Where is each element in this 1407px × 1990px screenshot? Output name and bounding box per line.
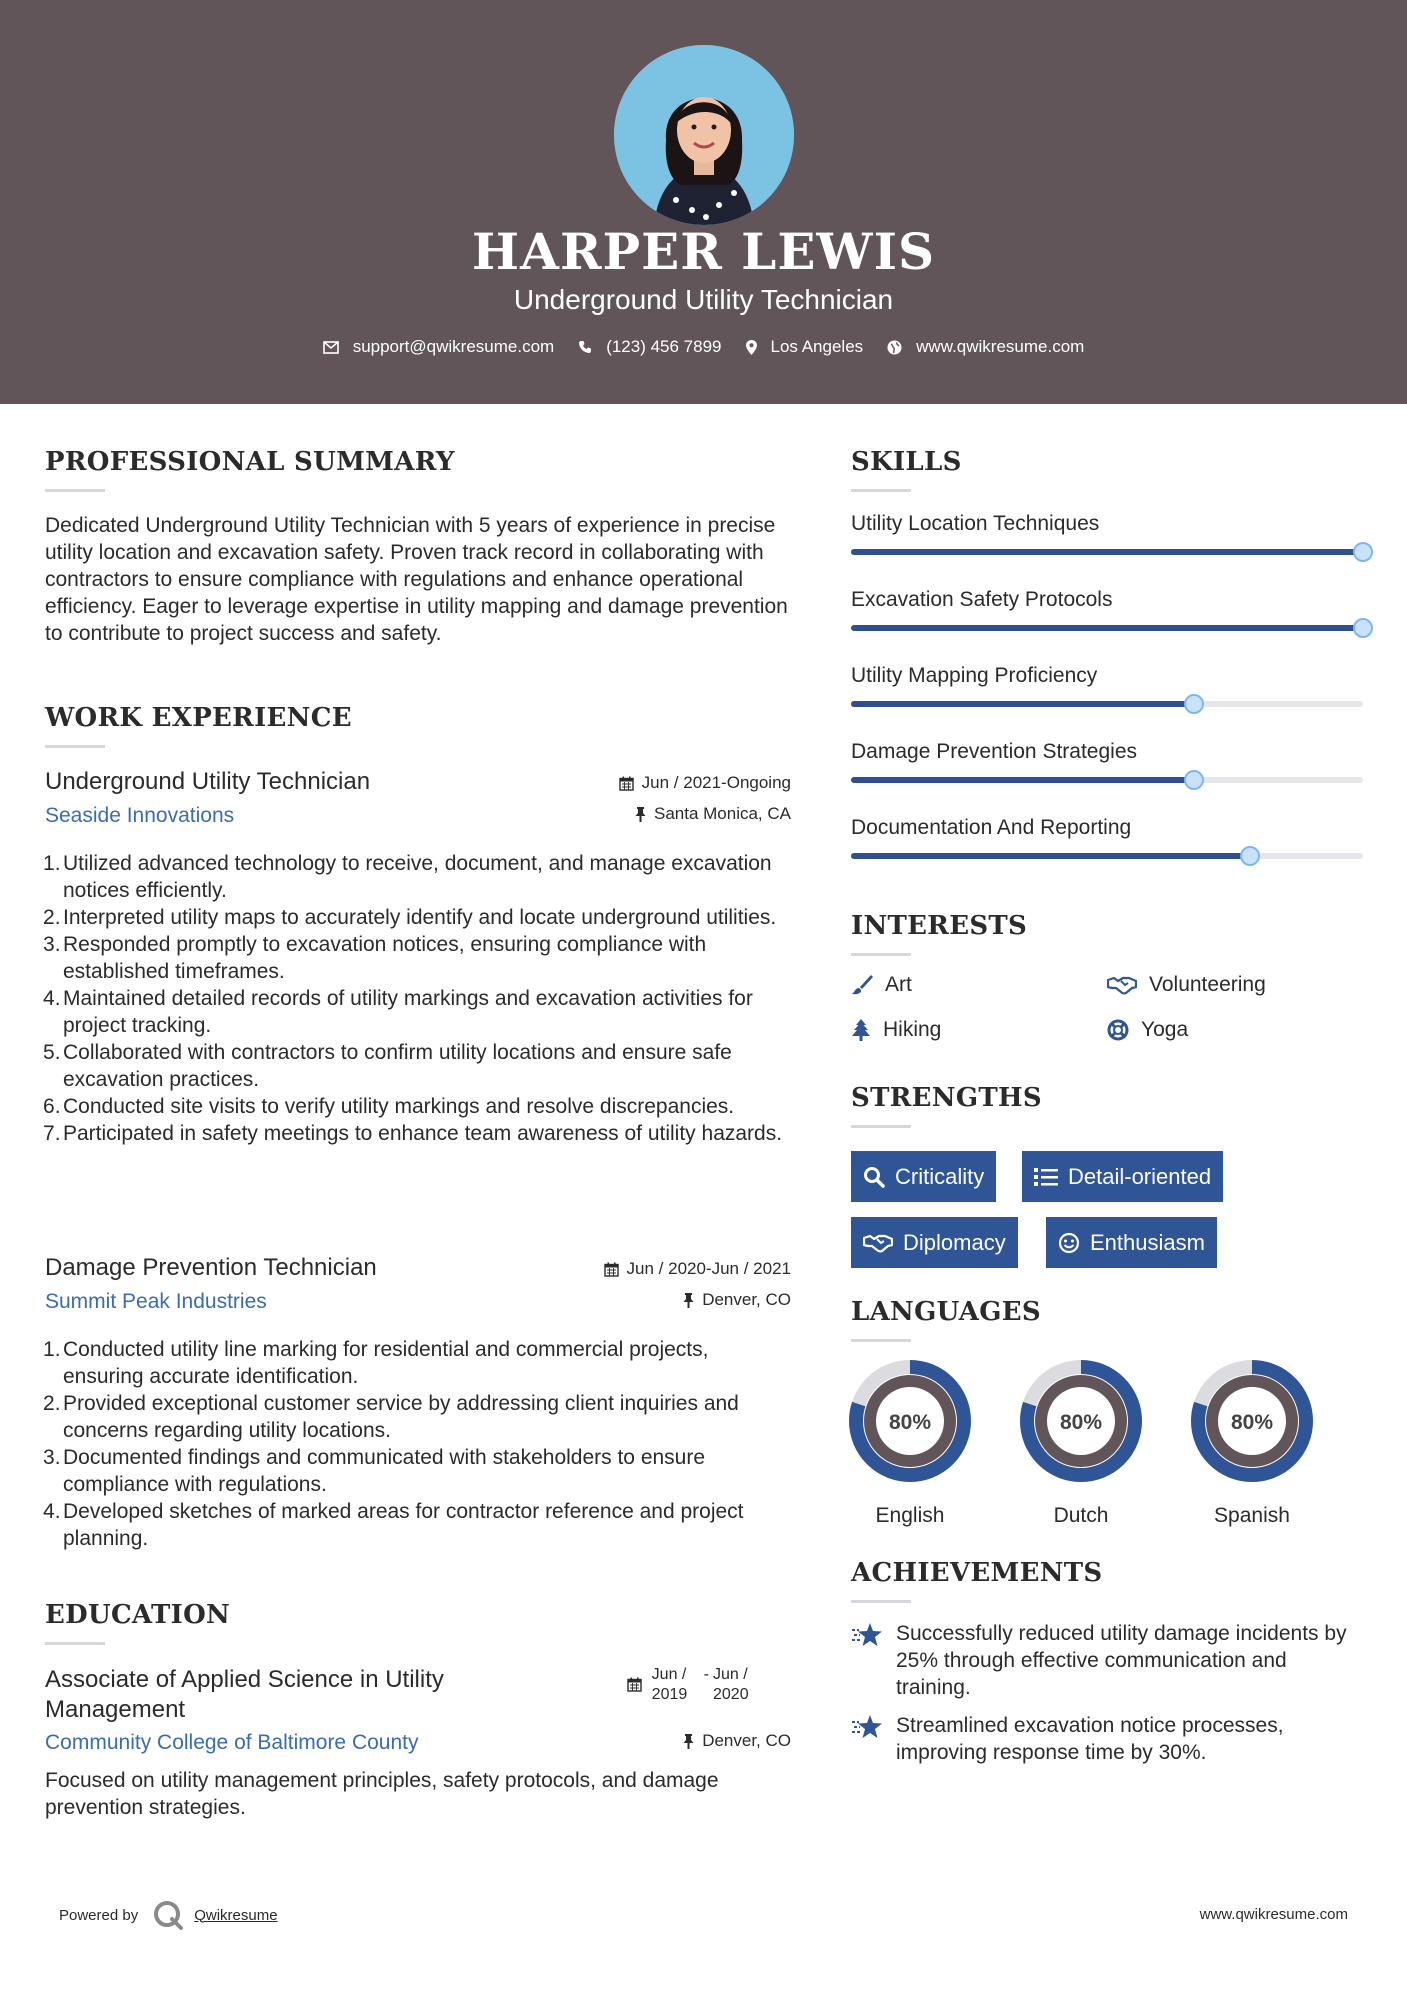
skill-bar-fill xyxy=(851,625,1363,631)
handshake-icon xyxy=(863,1233,893,1253)
job-header xyxy=(45,768,791,838)
star-badge-icon xyxy=(851,1622,884,1648)
interests-title: INTERESTS xyxy=(851,911,1028,941)
summary-title: PROFESSIONAL SUMMARY xyxy=(45,447,455,477)
handshake-icon xyxy=(1107,975,1137,995)
job-date xyxy=(619,773,791,793)
skill-bar-fill xyxy=(851,549,1363,555)
language-ring xyxy=(1019,1359,1143,1483)
location-text: Los Angeles xyxy=(770,337,864,356)
job-location xyxy=(683,1290,791,1310)
skill-label: Utility Location Techniques xyxy=(851,512,1100,535)
footer-powered-by xyxy=(59,1899,278,1931)
education-title: EDUCATION xyxy=(45,1600,231,1630)
skill-bar-fill xyxy=(851,777,1194,783)
list-item: Maintained detailed records of utility markings and excavation activities for project tracking. xyxy=(63,987,753,1037)
skill-item xyxy=(851,512,1367,588)
education-start: Jun / 2019 xyxy=(651,1666,688,1703)
strength-chip xyxy=(1046,1217,1217,1268)
interest-label: Yoga xyxy=(1141,1018,1189,1041)
job-bullets xyxy=(45,1336,791,1552)
job-date xyxy=(604,1259,791,1279)
education-location-text: Denver, CO xyxy=(702,1731,791,1750)
list-item: Interpreted utility maps to accurately identify and locate underground utilities. xyxy=(63,906,777,929)
section-divider xyxy=(851,1600,911,1603)
calendar-icon xyxy=(627,1677,642,1692)
summary-section xyxy=(45,447,791,647)
experience-title: WORK EXPERIENCE xyxy=(45,703,352,733)
skill-label: Documentation And Reporting xyxy=(851,816,1132,839)
calendar-icon xyxy=(604,1262,619,1277)
profile-photo xyxy=(614,45,794,225)
strengths-section xyxy=(851,1083,1367,1273)
skill-bar xyxy=(851,549,1363,555)
contact-website[interactable] xyxy=(887,337,1084,357)
language-percent: 80% xyxy=(1059,1411,1103,1434)
language-ring xyxy=(848,1359,972,1483)
strength-chip xyxy=(851,1151,996,1202)
achievement-text: Successfully reduced utility damage incidents by 25% through effective communication and training. xyxy=(896,1622,1347,1699)
globe-icon xyxy=(887,340,902,355)
skill-label: Excavation Safety Protocols xyxy=(851,588,1113,611)
achievements-section xyxy=(851,1558,1367,1778)
interest-item xyxy=(851,1018,941,1042)
languages-title: LANGUAGES xyxy=(851,1297,1041,1327)
footer-brand-link[interactable]: Qwikresume xyxy=(194,1906,278,1924)
language-label: English xyxy=(875,1504,945,1527)
interest-label: Hiking xyxy=(883,1018,942,1041)
pushpin-icon xyxy=(635,807,646,822)
education-location xyxy=(683,1731,791,1751)
list-item: Provided exceptional customer service by addressing client inquiries and concerns regarding utility locations. xyxy=(63,1392,739,1442)
skill-bar xyxy=(851,777,1363,783)
education-end: Jun / 2020 xyxy=(713,1666,749,1703)
job-date-text: Jun / 2021-Ongoing xyxy=(641,773,791,792)
interest-label: Art xyxy=(885,973,912,996)
job-company: Seaside Innovations xyxy=(45,804,235,827)
calendar-icon xyxy=(619,776,634,791)
job-location xyxy=(635,804,791,824)
interest-item xyxy=(1107,1018,1188,1042)
strength-label: Enthusiasm xyxy=(1090,1229,1205,1255)
skill-item xyxy=(851,664,1367,740)
list-item: Developed sketches of marked areas for contractor reference and project planning. xyxy=(63,1500,744,1550)
skill-bar xyxy=(851,625,1363,631)
footer-website[interactable]: www.qwikresume.com xyxy=(1199,1906,1348,1923)
skills-list xyxy=(851,512,1367,892)
strength-chip xyxy=(1022,1151,1223,1202)
section-divider xyxy=(851,1125,911,1128)
contact-bar xyxy=(0,337,1407,357)
job-company: Summit Peak Industries xyxy=(45,1290,267,1313)
job-header xyxy=(45,1254,791,1324)
list-item: Utilized advanced technology to receive, document, and manage excavation notices efficiently. xyxy=(63,852,772,902)
job-title: Damage Prevention Technician xyxy=(45,1254,377,1281)
achievement-item xyxy=(851,1712,1351,1766)
languages-section xyxy=(851,1297,1367,1527)
phone-icon xyxy=(578,340,592,354)
skill-bar-knob xyxy=(1184,694,1204,714)
contact-phone[interactable] xyxy=(578,337,721,357)
strength-label: Criticality xyxy=(895,1163,985,1189)
skill-item xyxy=(851,740,1367,816)
achievement-text: Streamlined excavation notice processes, improving response time by 30%. xyxy=(896,1714,1284,1764)
website-text: www.qwikresume.com xyxy=(916,337,1085,356)
job-bullets xyxy=(45,850,791,1147)
skill-item xyxy=(851,588,1367,664)
education-text: Focused on utility management principles, safety protocols, and damage prevention strategies. xyxy=(45,1769,719,1819)
list-icon xyxy=(1034,1167,1058,1187)
education-date xyxy=(627,1665,761,1705)
lifebuoy-icon xyxy=(1107,1019,1129,1041)
language-label: Spanish xyxy=(1214,1504,1290,1527)
powered-by-text: Powered by xyxy=(59,1906,139,1924)
language-percent: 80% xyxy=(888,1411,932,1434)
skills-section xyxy=(851,447,1367,892)
language-item xyxy=(1019,1359,1143,1528)
skill-bar xyxy=(851,701,1363,707)
smile-icon xyxy=(1058,1232,1080,1254)
achievements-title: ACHIEVEMENTS xyxy=(851,1558,1103,1588)
language-item xyxy=(1190,1359,1314,1528)
candidate-role: Underground Utility Technician xyxy=(513,284,894,315)
language-percent: 80% xyxy=(1230,1411,1274,1434)
job-entry xyxy=(45,768,791,1147)
qwikresume-logo-icon xyxy=(152,1899,184,1931)
skill-bar-knob xyxy=(1184,770,1204,790)
paintbrush-icon xyxy=(851,974,873,996)
phone-text: (123) 456 7899 xyxy=(606,337,722,356)
list-item: Documented findings and communicated with stakeholders to ensure compliance with regulations. xyxy=(63,1446,706,1496)
strength-chip xyxy=(851,1217,1018,1268)
language-label: Dutch xyxy=(1053,1504,1109,1527)
skill-label: Damage Prevention Strategies xyxy=(851,740,1137,763)
strengths-title: STRENGTHS xyxy=(851,1083,1042,1113)
list-item: Conducted utility line marking for residential and commercial projects, ensuring accurate identification. xyxy=(63,1338,709,1388)
skill-label: Utility Mapping Proficiency xyxy=(851,664,1098,687)
interest-item xyxy=(851,973,912,997)
resume-header xyxy=(0,0,1407,404)
job-title: Underground Utility Technician xyxy=(45,768,371,795)
language-item xyxy=(848,1359,972,1528)
skills-title: SKILLS xyxy=(851,447,962,477)
skill-bar-fill xyxy=(851,701,1194,707)
interest-item xyxy=(1107,973,1266,997)
strength-label: Diplomacy xyxy=(903,1229,1006,1255)
pushpin-icon xyxy=(683,1293,694,1308)
section-divider xyxy=(851,953,911,956)
list-item: Responded promptly to excavation notices, ensuring compliance with established timeframes. xyxy=(63,933,707,983)
school-name: Community College of Baltimore County xyxy=(45,1731,419,1754)
skill-bar-fill xyxy=(851,853,1250,859)
tree-icon xyxy=(851,1019,871,1041)
section-divider xyxy=(45,745,105,748)
search-icon xyxy=(863,1166,885,1188)
pushpin-icon xyxy=(683,1734,694,1749)
skill-bar-knob xyxy=(1240,846,1260,866)
job-location-text: Denver, CO xyxy=(702,1290,791,1309)
envelope-icon xyxy=(323,341,339,354)
education-section xyxy=(45,1600,791,1821)
interest-label: Volunteering xyxy=(1149,973,1266,996)
contact-location xyxy=(746,337,864,357)
strength-label: Detail-oriented xyxy=(1068,1163,1212,1189)
achievement-item xyxy=(851,1620,1351,1701)
list-item: Collaborated with contractors to confirm utility locations and ensure safe excavation practices. xyxy=(63,1041,732,1091)
section-divider xyxy=(851,1339,911,1342)
language-ring xyxy=(1190,1359,1314,1483)
education-header xyxy=(45,1665,791,1765)
date-separator: - xyxy=(703,1666,709,1683)
section-divider xyxy=(45,489,105,492)
list-item: Conducted site visits to verify utility markings and resolve discrepancies. xyxy=(63,1095,735,1118)
job-date-text: Jun / 2020-Jun / 2021 xyxy=(626,1259,791,1278)
summary-text: Dedicated Underground Utility Technician with 5 years of experience in precise utility location and excavation safety. Proven track record in collaborating with contractors to ensure compliance with regulations and enhance operational efficiency. Eager to leverage expertise in utility mapping and damage prevention to contribute to project success and safety. xyxy=(45,514,788,645)
list-item: Participated in safety meetings to enhance team awareness of utility hazards. xyxy=(63,1122,783,1145)
job-entry xyxy=(45,1254,791,1552)
contact-email[interactable] xyxy=(323,337,555,357)
degree-title: Associate of Applied Science in Utility Management xyxy=(45,1666,444,1723)
skill-bar-knob xyxy=(1353,542,1373,562)
email-text: support@qwikresume.com xyxy=(352,337,555,356)
map-pin-icon xyxy=(746,340,757,355)
interests-section xyxy=(851,911,1367,1061)
candidate-name: HARPER LEWIS xyxy=(471,222,936,281)
skill-bar-knob xyxy=(1353,618,1373,638)
skill-bar xyxy=(851,853,1363,859)
star-badge-icon xyxy=(851,1714,884,1740)
job-location-text: Santa Monica, CA xyxy=(653,804,791,823)
section-divider xyxy=(851,489,911,492)
section-divider xyxy=(45,1642,105,1645)
experience-section xyxy=(45,703,791,1550)
skill-item xyxy=(851,816,1367,892)
